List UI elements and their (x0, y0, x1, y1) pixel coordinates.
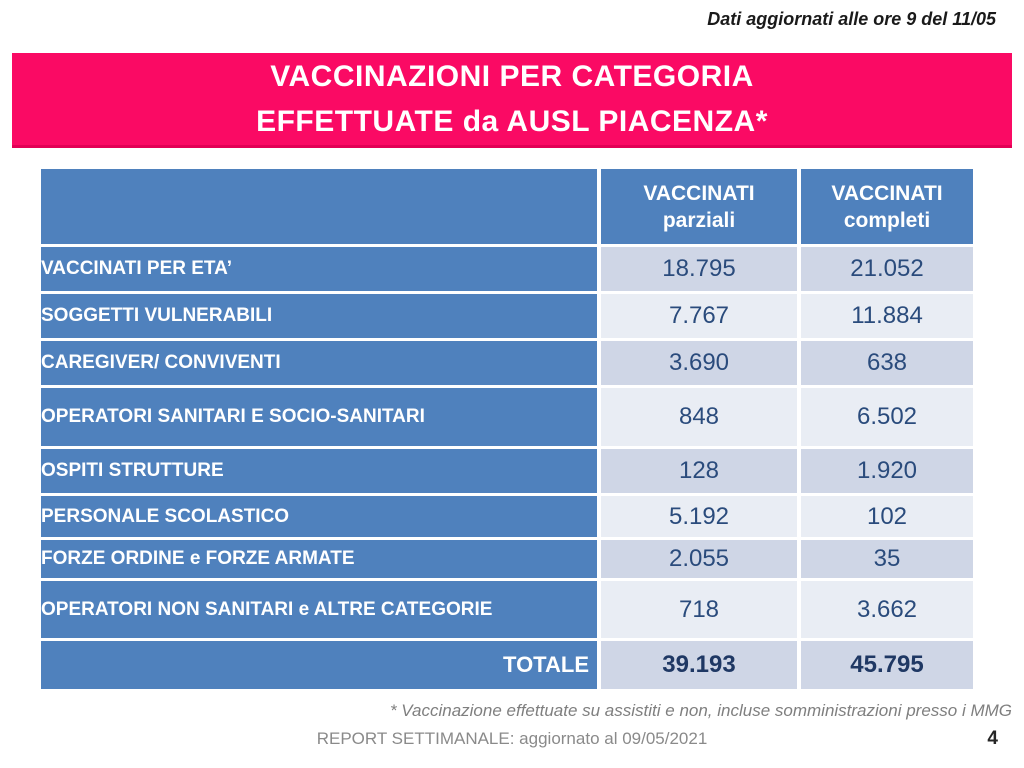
row-value-completi: 35 (801, 540, 973, 578)
header-line: VACCINATI (643, 181, 755, 205)
row-value-completi: 3.662 (801, 581, 973, 638)
row-value-parziali: 848 (601, 388, 797, 446)
header-vaccinati-parziali (601, 169, 797, 244)
row-label: OSPITI STRUTTURE (41, 449, 597, 493)
title-line-2: EFFETTUATE da AUSL PIACENZA* (256, 105, 768, 138)
row-label: VACCINATI PER ETA’ (41, 247, 597, 291)
row-label: PERSONALE SCOLASTICO (41, 496, 597, 537)
table-row (41, 388, 973, 446)
table-row (41, 294, 973, 338)
row-value-completi: 11.884 (801, 294, 973, 338)
total-value-completi: 45.795 (801, 641, 973, 689)
row-value-completi: 21.052 (801, 247, 973, 291)
table-row (41, 247, 973, 291)
row-label: OPERATORI NON SANITARI e ALTRE CATEGORIE (41, 581, 597, 638)
vaccination-table (37, 166, 977, 692)
total-label: TOTALE (41, 641, 597, 689)
row-value-parziali: 5.192 (601, 496, 797, 537)
footnote: * Vaccinazione effettuate su assistiti e non, incluse somministrazioni presso i MMG (389, 701, 1012, 720)
updated-note: Dati aggiornati alle ore 9 del 11/05 (707, 9, 996, 29)
header-line: completi (843, 208, 931, 232)
header-line: parziali (662, 208, 736, 232)
footer-report-line: REPORT SETTIMANALE: aggiornato al 09/05/2021 (316, 729, 708, 748)
header-vaccinati-completi (801, 169, 973, 244)
title-line-1: VACCINAZIONI PER CATEGORIA (270, 60, 754, 93)
row-value-parziali: 128 (601, 449, 797, 493)
row-value-completi: 1.920 (801, 449, 973, 493)
row-value-completi: 638 (801, 341, 973, 385)
row-value-parziali: 3.690 (601, 341, 797, 385)
row-value-parziali: 7.767 (601, 294, 797, 338)
row-value-parziali: 2.055 (601, 540, 797, 578)
row-label: CAREGIVER/ CONVIVENTI (41, 341, 597, 385)
row-label: OPERATORI SANITARI E SOCIO-SANITARI (41, 388, 597, 446)
table-row (41, 449, 973, 493)
row-value-completi: 6.502 (801, 388, 973, 446)
row-value-completi: 102 (801, 496, 973, 537)
table-row (41, 496, 973, 537)
row-label: SOGGETTI VULNERABILI (41, 294, 597, 338)
total-value-parziali: 39.193 (601, 641, 797, 689)
header-empty-cell (41, 169, 597, 244)
header-line: VACCINATI (831, 181, 943, 205)
table-header-row (41, 169, 973, 244)
title-banner (12, 53, 1012, 148)
row-value-parziali: 18.795 (601, 247, 797, 291)
row-label: FORZE ORDINE e FORZE ARMATE (41, 540, 597, 578)
table-row (41, 581, 973, 638)
row-value-parziali: 718 (601, 581, 797, 638)
table-total-row (41, 641, 973, 689)
page-number: 4 (987, 728, 998, 749)
table-row (41, 540, 973, 578)
table-row (41, 341, 973, 385)
